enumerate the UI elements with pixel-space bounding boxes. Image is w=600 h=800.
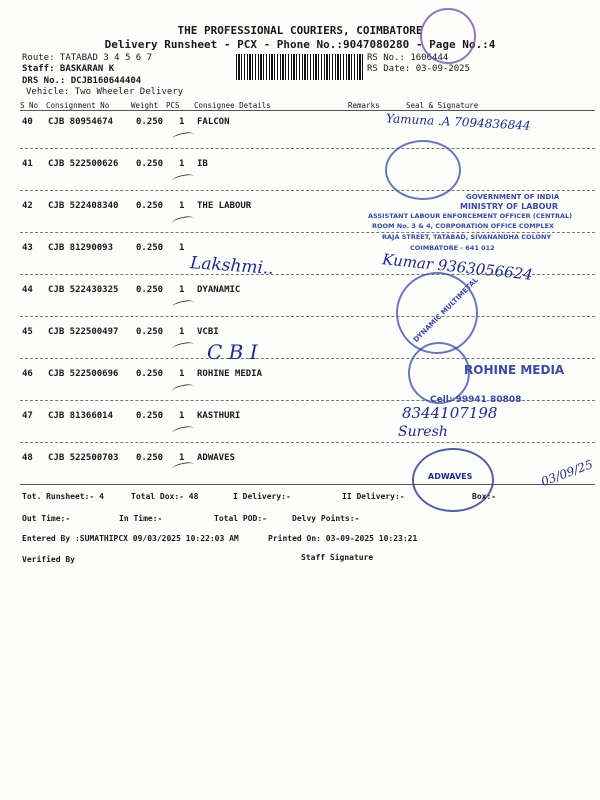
row-consignment: CJB 522500696 [48,369,119,379]
row-consignment: CJB 81366014 [48,411,114,421]
row-consignment: CJB 522500497 [48,327,119,337]
labour-stamp-line6: COIMBATORE - 641 012 [410,244,495,252]
top-seal-stamp [420,8,476,64]
out-time: Out Time:- [22,514,71,523]
printed-on: Printed On: 03-09-2025 10:23:21 [268,534,418,543]
labour-stamp-line2: MINISTRY OF LABOUR [460,202,559,211]
col-sno: S No [20,101,39,110]
row-weight: 0.250 [136,369,164,379]
row-weight: 0.250 [136,117,164,127]
row-pcs: 1 [179,201,185,211]
tick-mark [172,299,195,310]
row-weight: 0.250 [136,243,164,253]
row-weight: 0.250 [136,453,164,463]
tick-mark [172,173,195,184]
signature-row-47: Suresh [398,424,448,440]
dynamic-stamp-text: DYNAMIC MULTIMETAL [412,276,480,344]
verified-by: Verified By [22,555,75,564]
row-pcs: 1 [179,285,185,295]
phone-row-47: 8344107198 [402,404,498,422]
vehicle-text: Vehicle: Two Wheeler Delivery [26,87,184,97]
row-weight: 0.250 [136,285,164,295]
labour-stamp-line4: ROOM No. 3 & 4, CORPORATION OFFICE COMPLEX [372,222,555,230]
signature-row-43: Lakshmi.. [189,253,275,279]
row-weight: 0.250 [136,201,164,211]
signature-row-40: Yamuna .A 7094836844 [385,111,531,133]
row-sno: 42 [22,201,33,211]
barcode [236,54,364,80]
row-consignee: FALCON [197,117,230,127]
rohine-stamp-text: ROHINE MEDIA [464,363,565,377]
col-weight: Weight [131,101,159,110]
row-pcs: 1 [179,327,185,337]
tick-mark [172,425,195,436]
row-consignee: ADWAVES [197,453,235,463]
row-weight: 0.250 [136,327,164,337]
tick-mark [172,215,195,226]
row-pcs: 1 [179,369,185,379]
table-bottom-divider [20,484,595,485]
ii-delivery: II Delivery:- [342,492,405,501]
row-divider [20,358,595,359]
row-pcs: 1 [179,453,185,463]
row-consignment: CJB 522500626 [48,159,119,169]
ib-seal-stamp [385,140,461,200]
row-divider [20,442,595,443]
drs-text: DRS No.: DCJB160644404 [22,76,142,86]
row-consignment: CJB 81290093 [48,243,114,253]
i-delivery: I Delivery:- [233,492,291,501]
runsheet-title: Delivery Runsheet - PCX - Phone No.:9047080280 - Page No.:4 [104,38,496,51]
entered-by: Entered By :SUMATHIPCX 09/03/2025 10:22:03 AM [22,534,239,543]
row-sno: 44 [22,285,33,295]
row-divider [20,148,595,149]
staff-text: Staff: BASKARAN K [22,64,115,74]
adwaves-stamp-text: ADWAVES [428,472,473,481]
in-time: In Time:- [119,514,163,523]
tick-mark [172,383,195,394]
row-weight: 0.250 [136,411,164,421]
rs-no-text: RS No.: 1606444 [367,53,449,63]
row-consignee: IB [197,159,208,169]
row-pcs: 1 [179,411,185,421]
date-row-48: 03/09/25 [539,457,595,489]
row-weight: 0.250 [136,159,164,169]
rohine-cell-text: Cell: 99941 80808 [430,395,522,405]
route-text: Route: TATABAD 3 4 5 6 7 [22,53,153,63]
row-divider [20,190,595,191]
row-consignment: CJB 80954674 [48,117,114,127]
row-divider [20,316,595,317]
col-consignee: Consignee Details [194,101,271,110]
row-consignment: CJB 522408340 [48,201,119,211]
row-sno: 40 [22,117,33,127]
row-consignee: VCBI [197,327,219,337]
staff-signature: Staff Signature [301,553,374,562]
row-consignment: CJB 522500703 [48,453,119,463]
row-pcs: 1 [179,117,185,127]
tick-mark [172,341,195,352]
total-dox: Total Dox:- 48 [131,492,199,501]
row-sno: 46 [22,369,33,379]
col-pcs: PCS [166,101,180,110]
col-remarks: Remarks [348,101,380,110]
row-sno: 47 [22,411,33,421]
row-consignee: THE LABOUR [197,201,252,211]
labour-stamp-line5: RAJA STREET, TATABAD, SIVANANDHA COLONY [382,233,552,241]
row-consignment: CJB 522430325 [48,285,119,295]
tot-runsheet: Tot. Runsheet:- 4 [22,492,104,501]
rs-date-text: RS Date: 03-09-2025 [367,64,470,74]
row-sno: 48 [22,453,33,463]
col-consignment: Consignment No [46,101,110,110]
row-sno: 45 [22,327,33,337]
row-pcs: 1 [179,243,185,253]
labour-stamp-line1: GOVERNMENT OF INDIA [466,193,560,201]
tot-box: Box:- [472,492,497,501]
tick-mark [172,461,195,472]
header-divider [20,110,595,111]
labour-stamp-line3: ASSISTANT LABOUR ENFORCEMENT OFFICER (CENTRAL) [368,212,573,220]
row-consignee: KASTHURI [197,411,241,421]
total-pod: Total POD:- [214,514,267,523]
row-pcs: 1 [179,159,185,169]
row-consignee: ROHINE MEDIA [197,369,263,379]
company-title: THE PROFESSIONAL COURIERS, COIMBATORE [177,24,423,37]
tick-mark [172,131,195,142]
row-sno: 41 [22,159,33,169]
signature-row-45: C B I [207,340,258,364]
col-seal: Seal & Signature [406,101,479,110]
delvy-points: Delvy Points:- [292,514,360,523]
signature-row-44: Kumar 9363056624 [381,250,534,284]
row-consignee: DYANAMIC [197,285,241,295]
row-sno: 43 [22,243,33,253]
